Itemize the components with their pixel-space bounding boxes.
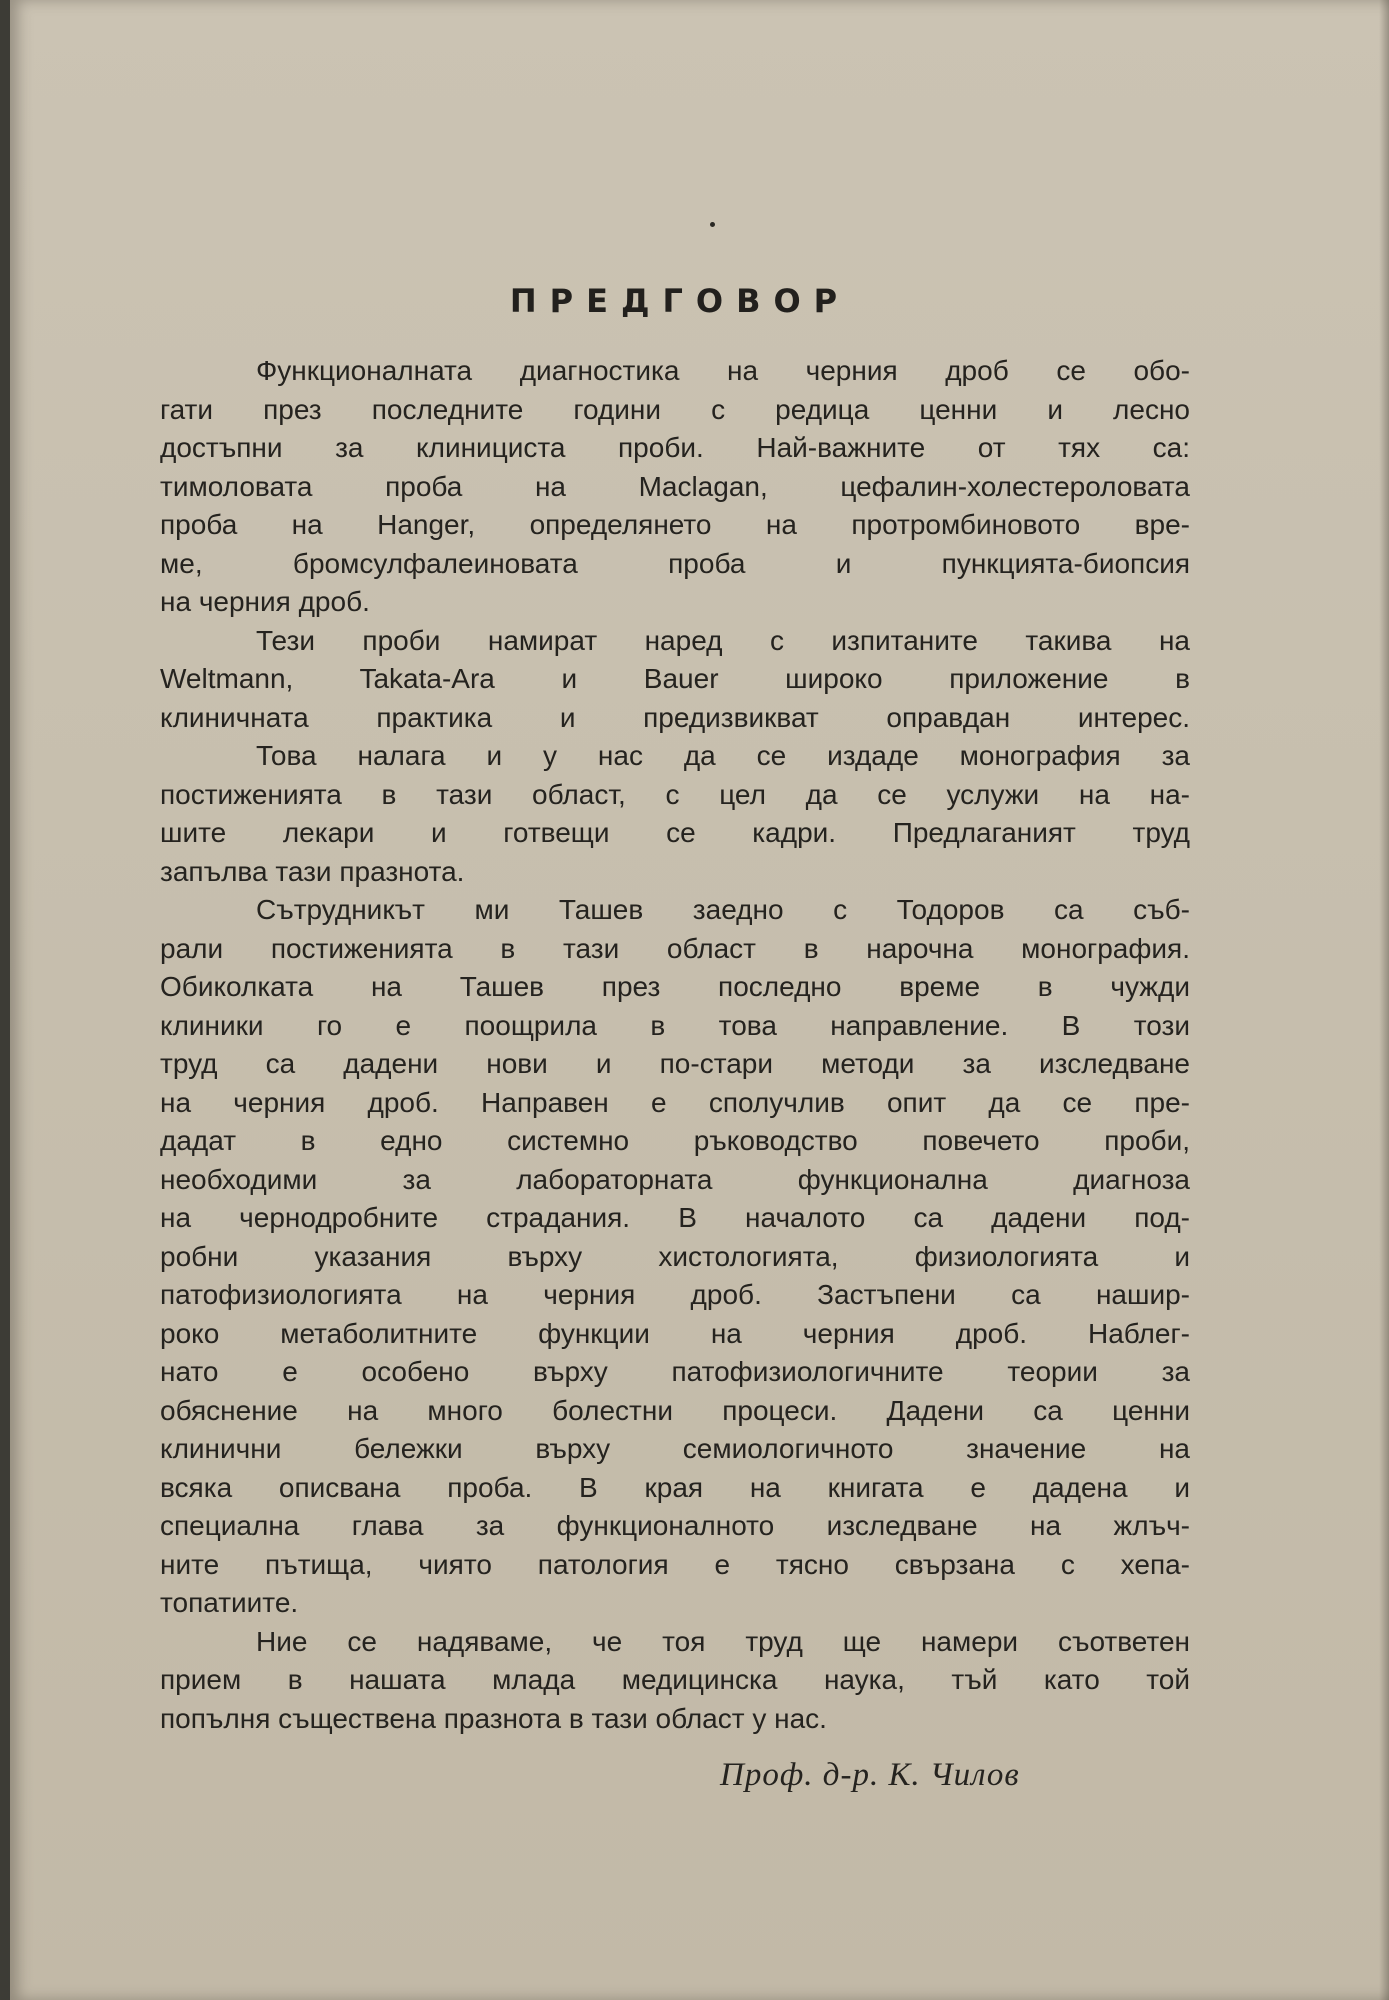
paragraph-4 xyxy=(160,891,1190,1623)
text-line: проба на Hanger, определянето на протромбиновото вре- xyxy=(160,509,1190,540)
paragraph-2 xyxy=(160,622,1190,738)
text-line: рали постиженията в тази област в нарочна монография. xyxy=(160,932,1190,964)
text-line: необходими за лабораторната функционална диагноза xyxy=(160,1163,1190,1195)
preface-body xyxy=(160,352,1190,1738)
text-line: тимоловата проба на Maclagan, цефалин-холестероловата xyxy=(160,470,1190,502)
text-line: дадат в едно системно ръководство повечето проби, xyxy=(160,1125,1190,1156)
page-edge-shadow xyxy=(1379,0,1389,2000)
ink-speck xyxy=(710,222,715,227)
page-title: ПРЕДГОВОР xyxy=(509,282,851,320)
text-line: достъпни за клинициста проби. Най-важните от тях са: xyxy=(160,432,1190,463)
text-line: топатиите. xyxy=(160,1587,299,1618)
text-line: гати през последните години с редица ценни и лесно xyxy=(160,393,1190,425)
book-page xyxy=(10,0,1389,2000)
text-line: шите лекари и готвещи се кадри. Предлаганият труд xyxy=(160,817,1190,848)
paragraph-3 xyxy=(160,737,1190,891)
text-line: Функционалната диагностика на черния дроб се обо- xyxy=(256,355,1190,386)
text-line: труд са дадени нови и по-стари методи за изследване xyxy=(160,1048,1190,1079)
text-line: на черния дроб. xyxy=(160,586,370,617)
text-line: ме, бромсулфалеиновата проба и пункцията-биопсия xyxy=(160,547,1190,579)
text-line: постиженията в тази област, с цел да се услужи на на- xyxy=(160,778,1190,810)
text-line: клиничната практика и предизвикват оправдан интерес. xyxy=(160,701,1190,733)
paragraph-1 xyxy=(160,352,1190,622)
text-line: нато е особено върху патофизиологичните теории за xyxy=(160,1356,1190,1387)
text-line: Това налага и у нас да се издаде монография за xyxy=(256,740,1190,771)
text-line: всяка описвана проба. В края на книгата е дадена и xyxy=(160,1471,1190,1503)
text-line: прием в нашата млада медицинска наука, тъй като той xyxy=(160,1664,1190,1695)
text-line: специална глава за функционалното изследване на жлъч- xyxy=(160,1510,1190,1541)
text-line: ните пътища, чиято патология е тясно свързана с хепа- xyxy=(160,1548,1190,1580)
text-line: Сътрудникът ми Ташев заедно с Тодоров са съб- xyxy=(256,894,1190,925)
text-line: попълня съществена празнота в тази област у нас. xyxy=(160,1702,827,1734)
text-line: Weltmann, Takata-Ara и Bauer широко приложение в xyxy=(160,663,1190,694)
text-line: робни указания върху хистологията, физиологията и xyxy=(160,1240,1190,1272)
text-line: запълва тази празнота. xyxy=(160,855,465,887)
text-line: на черния дроб. Направен е сполучлив опит да се пре- xyxy=(160,1086,1190,1118)
text-line: клиники го е поощрила в това направление. В този xyxy=(160,1009,1190,1041)
text-line: патофизиологията на черния дроб. Застъпени са нашир- xyxy=(160,1279,1190,1310)
author-signature: Проф. д-р. К. Чилов xyxy=(720,1757,1020,1793)
text-line: клинични бележки върху семиологичното значение на xyxy=(160,1433,1190,1464)
text-line: на чернодробните страдания. В началото са дадени под- xyxy=(160,1202,1190,1233)
text-line: Тези проби намират наред с изпитаните такива на xyxy=(256,624,1190,656)
text-line: обяснение на много болестни процеси. Дадени са ценни xyxy=(160,1394,1190,1426)
text-line: Обиколката на Ташев през последно време в чужди xyxy=(160,971,1190,1002)
text-line: Ние се надяваме, че тоя труд ще намери съответен xyxy=(256,1625,1190,1657)
text-line: роко метаболитните функции на черния дроб. Наблег- xyxy=(160,1317,1190,1349)
paragraph-5 xyxy=(160,1623,1190,1739)
